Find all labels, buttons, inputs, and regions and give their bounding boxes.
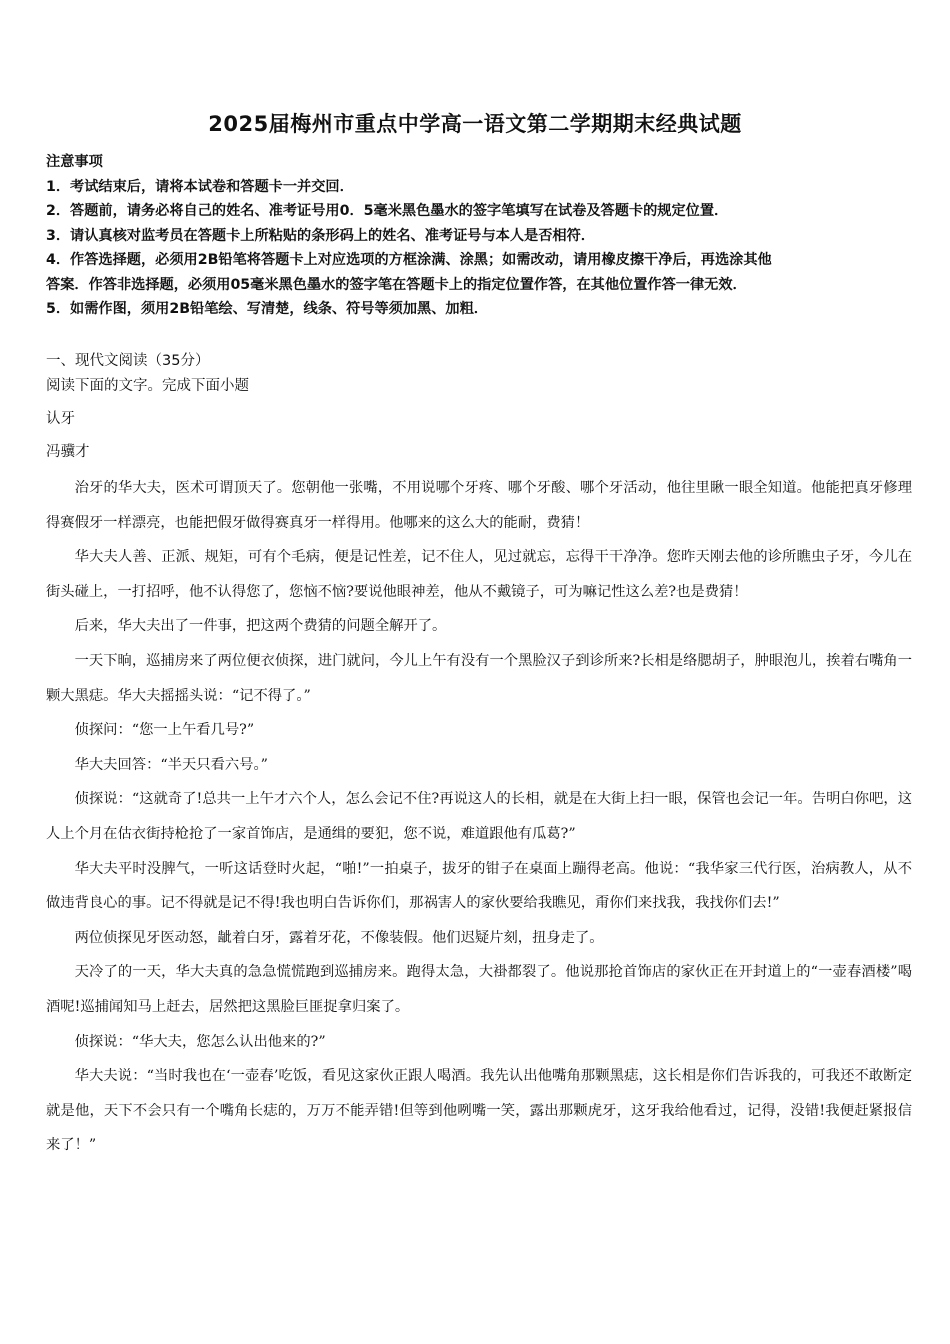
story-paragraph: 华大夫平时没脾气，一听这话登时火起，“啪!”一拍桌子，拔牙的钳子在桌面上蹦得老高。他说：“我华家三代行医，治病教人，从不做违背良心的事。记不得就是记不得!我也明白告诉你们，那祸害人的家伙要给我瞧见，甭你们来找我，我找你们去!” (46, 860, 912, 912)
reading-instruction: 阅读下面的文字。完成下面小题 (46, 378, 249, 394)
section-heading: 一、现代文阅读（35分） (46, 353, 210, 369)
story-paragraph: 后来，华大夫出了一件事，把这两个费猜的问题全解开了。 (74, 618, 447, 635)
story-title: 认牙 (46, 411, 75, 427)
story-paragraph: 侦探说：“华大夫，您怎么认出他来的?” (74, 1033, 326, 1050)
story-paragraph: 侦探问：“您一上午看几号?” (74, 722, 255, 739)
story-author: 冯骥才 (46, 444, 90, 460)
story-paragraph: 两位侦探见牙医动怒，龇着白牙，露着牙花，不像装假。他们迟疑片刻，扭身走了。 (74, 929, 604, 946)
story-paragraph: 一天下晌，巡捕房来了两位便衣侦探，进门就问，今儿上午有没有一个黑脸汉子到诊所来?长相是络腮胡子，肿眼泡儿，挨着右嘴角一颗大黑痣。华大夫摇摇头说：“记不得了。” (46, 652, 912, 704)
note-item: 2．答题前，请务必将自己的姓名、准考证号用0．5毫米黑色墨水的签字笔填写在试卷及答题卡的规定位置． (46, 203, 729, 219)
story-paragraph: 华大夫人善、正派、规矩，可有个毛病，便是记性差，记不住人，见过就忘，忘得干干净净。您昨天刚去他的诊所瞧虫子牙，今儿在街头碰上，一打招呼，他不认得您了，您恼不恼?要说他眼神差，他从不戴镜子，可为嘛记性这么差?也是费猜！ (46, 549, 912, 600)
story-body (46, 471, 912, 1163)
story-paragraph: 治牙的华大夫，医术可谓顶天了。您朝他一张嘴，不用说哪个牙疼、哪个牙酸、哪个牙活动，他往里瞅一眼全知道。他能把真牙修理得赛假牙一样漂亮，也能把假牙做得赛真牙一样得用。他哪来的这么大的能耐，费猜！ (46, 480, 912, 531)
note-item: 5．如需作图，须用2B铅笔绘、写清楚，线条、符号等须加黑、加粗． (46, 301, 488, 317)
story-paragraph: 侦探说：“这就奇了!总共一上午才六个人，怎么会记不住?再说这人的长相，就是在大街上扫一眼，保管也会记一年。告明白你吧，这人上个月在估衣街持枪抢了一家首饰店，是通缉的要犯，您不说，难道跟他有瓜葛?” (46, 791, 912, 842)
exam-title: 2025届梅州市重点中学高一语文第二学期期末经典试题 (208, 112, 742, 136)
story-paragraph: 华大夫说：“当时我也在‘一壶春’吃饭，看见这家伙正跟人喝酒。我先认出他嘴角那颗黑痣，这长相是你们告诉我的，可我还不敢断定就是他，天下不会只有一个嘴角长痣的，万万不能弄错!但等到他咧嘴一笑，露出那颗虎牙，这牙我给他看过，记得，没错!我便赶紧报信来了！” (46, 1068, 912, 1154)
note-item: 4．作答选择题，必须用2B铅笔将答题卡上对应选项的方框涂满、涂黑；如需改动，请用橡皮擦干净后，再选涂其他 (46, 252, 772, 268)
notes-heading: 注意事项 (46, 154, 103, 170)
note-item: 答案．作答非选择题，必须用05毫米黑色墨水的签字笔在答题卡上的指定位置作答，在其他位置作答一律无效． (46, 276, 747, 293)
story-paragraph: 华大夫回答：“半天只看六号。” (74, 756, 268, 773)
story-paragraph: 天冷了的一天，华大夫真的急急慌慌跑到巡捕房来。跑得太急，大褂都裂了。他说那抢首饰店的家伙正在开封道上的“一壶春酒楼”喝酒呢!巡捕闻知马上赶去，居然把这黑脸巨匪捉拿归案了。 (46, 964, 912, 1015)
note-item: 1．考试结束后，请将本试卷和答题卡一并交回． (46, 178, 354, 195)
notes-block (46, 150, 914, 322)
note-item: 3．请认真核对监考员在答题卡上所粘贴的条形码上的姓名、准考证号与本人是否相符． (46, 227, 595, 244)
